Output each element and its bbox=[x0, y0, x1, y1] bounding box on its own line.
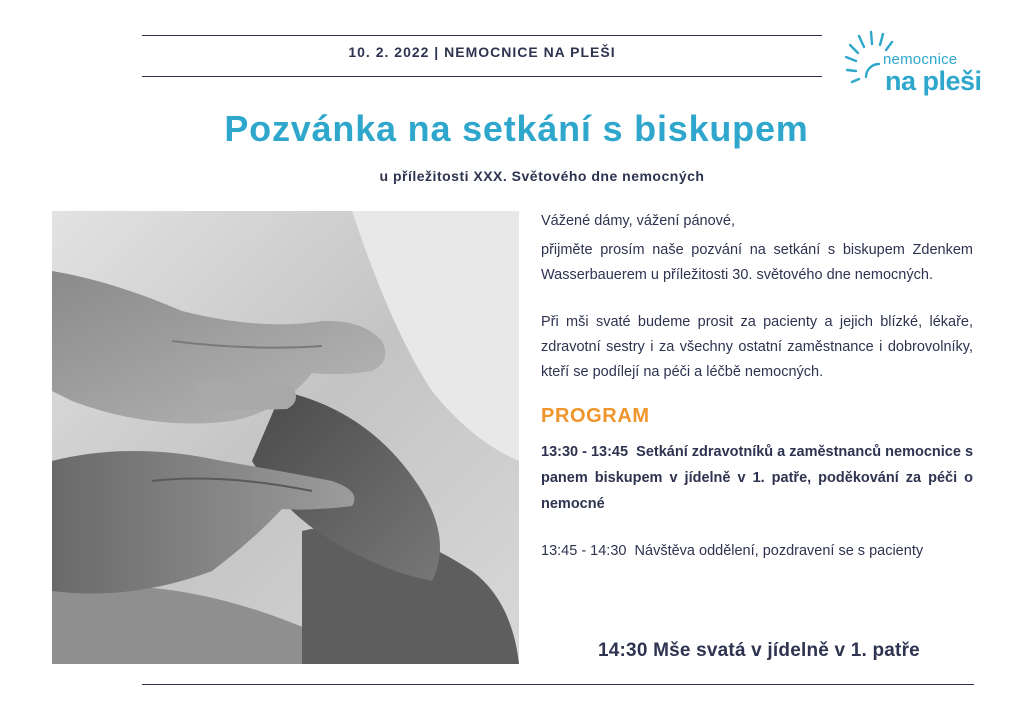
logo-text-big: na pleši bbox=[885, 66, 982, 96]
invitation-paragraph: přijměte prosím naše pozvání na setkání s biskupem Zdenkem Wasserbauerem u příležitosti 30. světového dne nemocných. bbox=[541, 242, 973, 283]
greeting: Vážené dámy, vážení pánové, bbox=[541, 213, 735, 229]
program-item-text: Návštěva oddělení, pozdravení se s pacienty bbox=[634, 543, 924, 559]
top-rule-1 bbox=[142, 35, 822, 36]
logo bbox=[845, 28, 985, 100]
page-title: Pozvánka na setkání s biskupem bbox=[224, 108, 809, 149]
program-heading: PROGRAM bbox=[541, 405, 650, 427]
program-item-time: 13:30 - 13:45 bbox=[541, 444, 629, 460]
program-item-time: 13:45 - 14:30 bbox=[541, 543, 627, 559]
bottom-rule bbox=[142, 684, 974, 685]
program-item-text: Setkání zdravotníků a zaměstnanců nemocnice s panem biskupem v jídelně v 1. patře, poděkování za péči o nemocné bbox=[541, 444, 974, 512]
mass-highlight: 14:30 Mše svatá v jídelně v 1. patře bbox=[598, 640, 920, 661]
page-subtitle: u příležitosti XXX. Světového dne nemocných bbox=[379, 168, 705, 184]
program-item bbox=[541, 439, 973, 517]
hands-holding-photo bbox=[52, 211, 519, 664]
top-rule-2 bbox=[142, 76, 822, 77]
logo-text-small: nemocnice bbox=[883, 51, 958, 68]
mass-paragraph: Při mši svaté budeme prosit za pacienty a jejich blízké, lékaře, zdravotní sestry i za všechny ostatní zaměstnance i dobrovolníky, kteří se podílejí na péči a léčbě nemocných. bbox=[541, 314, 973, 380]
program-item bbox=[541, 539, 973, 564]
body-content bbox=[541, 209, 973, 564]
hands-illustration bbox=[52, 211, 519, 664]
header-date-line: 10. 2. 2022 | NEMOCNICE NA PLEŠI bbox=[348, 44, 616, 60]
